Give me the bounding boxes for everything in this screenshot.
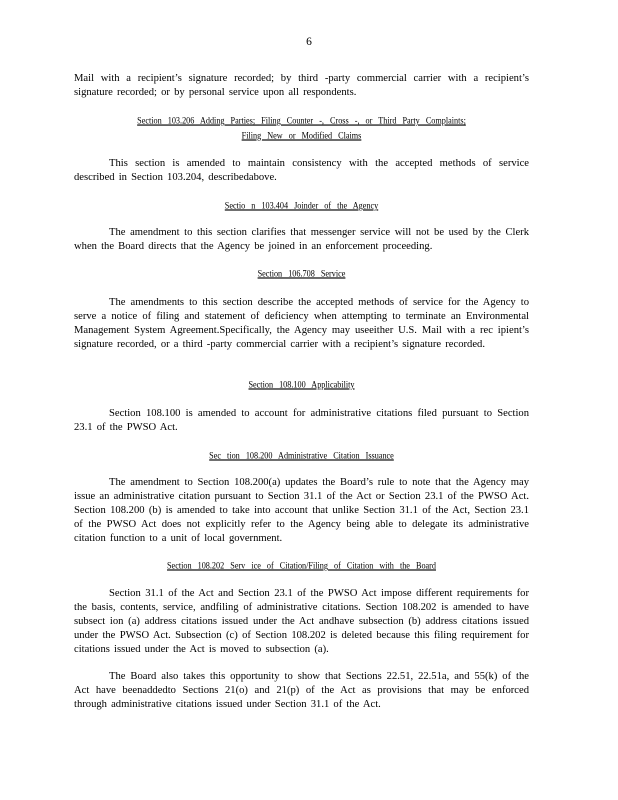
- heading-section-106-708: [74, 267, 529, 281]
- heading-section-108-202-text: Section 108.202 Serv ice of Citation/Filing of Citation with the Board: [167, 560, 436, 571]
- paragraph-103-206: This section is amended to maintain consistency with the accepted methods of service described in Section 103.204, describedabove.: [74, 158, 529, 183]
- heading-section-103-206-line1: Section 103.206 Adding Parties; Filing Counter -, Cross -, or Third Party Complaints;: [137, 115, 466, 126]
- heading-section-103-206: [74, 114, 529, 143]
- heading-section-108-100: [74, 378, 529, 392]
- heading-section-103-404-text: Sectio n 103.404 Joinder of the Agency: [224, 200, 379, 211]
- heading-section-108-200-text: Sec tion 108.200 Administrative Citation Issuance: [209, 450, 394, 461]
- heading-section-108-100-text: Section 108.100 Applicability: [248, 379, 355, 390]
- paragraph-106-708: The amendments to this section describe the accepted methods of service for the Agency to serve a notice of filing and statement of deficiency when attempting to terminate an Environmental Management System Agreement.Specifically, the Agency may useeither U.S. Mail with a rec ipient’s signature recorded, or a third -party commercial carrier with a recipient’s signature recorded.: [74, 297, 529, 350]
- heading-section-106-708-text: Section 106.708 Service: [257, 268, 346, 279]
- page-number: 6: [306, 36, 312, 48]
- paragraph-108-202: Section 31.1 of the Act and Section 23.1 of the PWSO Act impose different requirements for the basis, contents, service, andfiling of administrative citations. Section 108.202 is amended to have subsect ion (a) address citations issued under the Act andhave subsection (b) address citations issued under the PWSO Act. Subsection (c) of Section 108.202 is deleted because this filing requirement for citations issued under the Act is moved to subsection (a).: [74, 588, 529, 655]
- paragraph-mail-service: Mail with a recipient’s signature recorded; by third -party commercial carrier with a recipient’s signature recorded; or by personal service upon all respondents.: [74, 73, 529, 98]
- heading-section-108-202: [74, 559, 529, 573]
- heading-section-103-206-line2: Filing New or Modified Claims: [241, 129, 362, 140]
- paragraph-108-100: Section 108.100 is amended to account for administrative citations filed pursuant to Section 23.1 of the PWSO Act.: [74, 408, 529, 433]
- heading-section-103-404: [74, 199, 529, 213]
- paragraph-103-404: The amendment to this section clarifies that messenger service will not be used by the Clerk when the Board directs that the Agency be joined in an enforcement proceeding.: [74, 227, 529, 252]
- paragraph-108-200: The amendment to Section 108.200(a) updates the Board’s rule to note that the Agency may issue an administrative citation pursuant to Section 31.1 of the Act or Section 23.1 of the PWSO Act. Section 108.200 (b) is amended to take into account that unlike Section 31.1 of the Act, Section 23.1 of the PWSO Act does not explicitly refer to the Agency being able to delegate its administrative citation function to a unit of local government.: [74, 477, 529, 544]
- paragraph-board-opportunity: The Board also takes this opportunity to show that Sections 22.51, 22.51a, and 55(k) of the Act have beenaddedto Sections 21(o) and 21(p) of the Act as provisions that may be enforced through administrative citations issued under Section 31.1 of the Act.: [74, 671, 529, 710]
- heading-section-108-200: [74, 449, 529, 463]
